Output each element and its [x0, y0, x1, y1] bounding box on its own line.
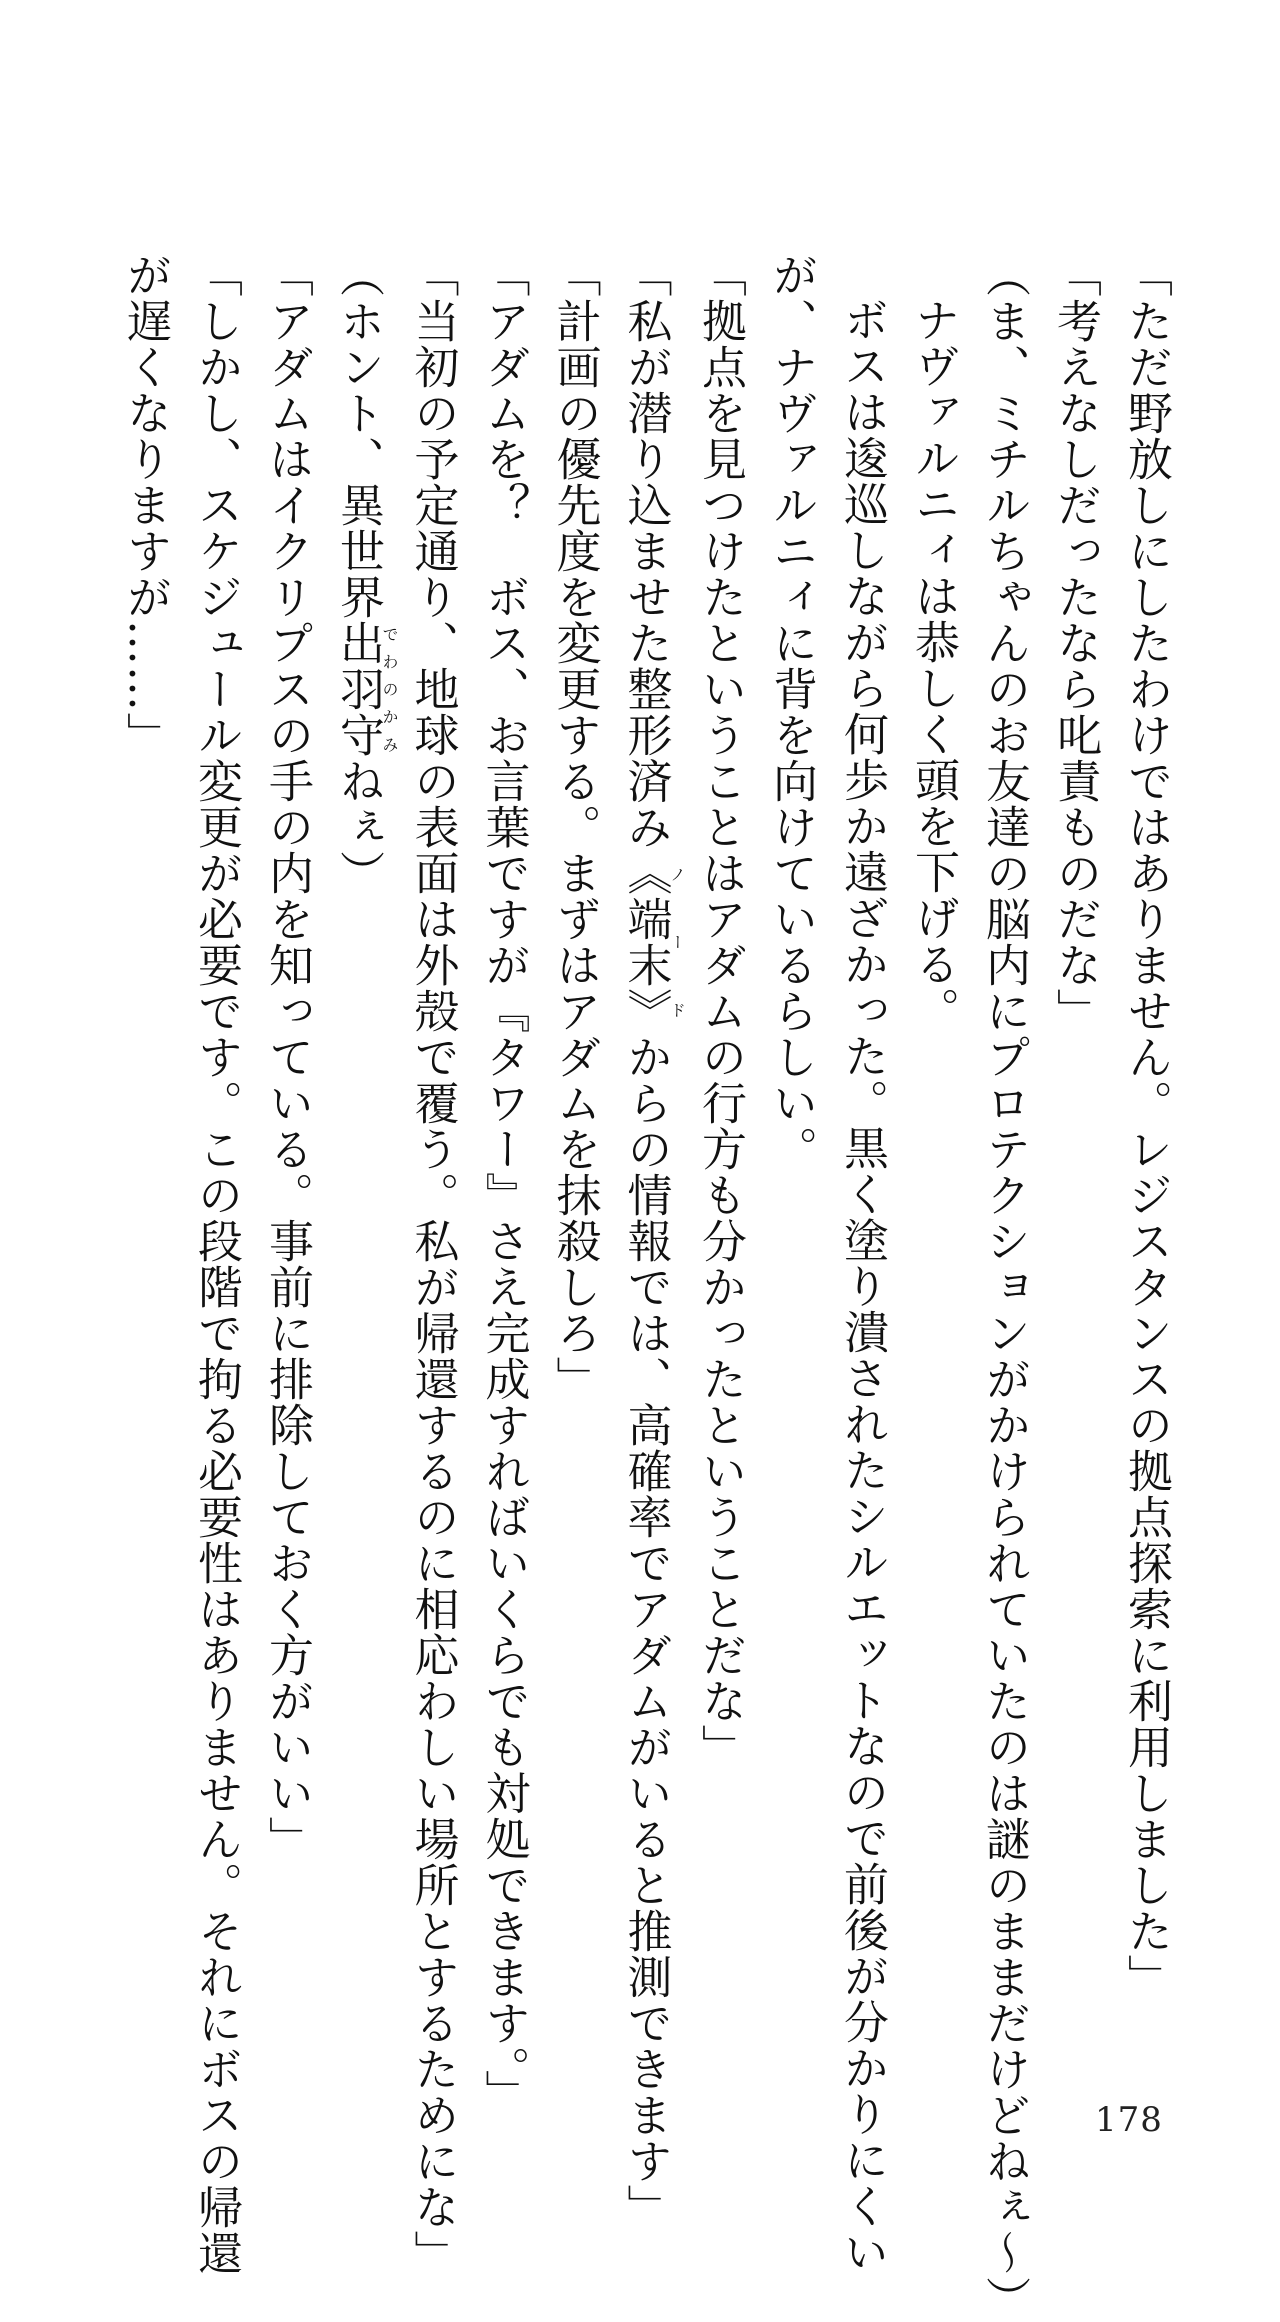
text-line-6: が、ナヴァルニィに背を向けているらしい。 [765, 252, 818, 1172]
text-line-8-part-2: からの情報では、高確率でアダムがいると推測できます」 [619, 1034, 673, 2230]
ruby-dewanokami [332, 620, 399, 758]
text-line-8-part-1: 「私が潜り込ませた整形済み [619, 252, 673, 850]
text-line-7: 「拠点を見つけたということはアダムの行方も分かったということだな」 [694, 252, 747, 1770]
text-line-15: が遅くなりますが……」 [119, 252, 172, 758]
text-line-1: 「ただ野放しにしたわけではありません。レジスタンスの拠点探索に利用しました」 [1120, 252, 1173, 2000]
text-line-4: ナヴァルニィは恭しく頭を下げる。 [907, 297, 960, 1033]
text-line-12 [323, 252, 398, 2052]
text-line-12-part-1: （ホント、異世界 [332, 252, 385, 620]
text-line-2: 「考えなしだったなら叱責ものだな」 [1049, 252, 1102, 1034]
text-line-11: 「当初の予定通り、地球の表面は外殻で覆う。私が帰還するのに相応わしい場所とするためにな」 [406, 252, 460, 2276]
text-line-13: 「アダムはイクリプスの手の内を知っている。事前に排除しておく方がいい」 [261, 252, 314, 1862]
text-line-5: ボスは逡巡しながら何歩か遠ざかった。黒く塗り潰されたシルエットなので前後が分かりにくい [836, 297, 889, 2275]
ruby-dewanokami-base: 出羽守 [332, 620, 385, 758]
ruby-dewanokami-reading: でわのかみ [380, 620, 399, 758]
page-number: 178 [1095, 2100, 1163, 2140]
text-line-8 [611, 252, 687, 2230]
text-line-12-part-2: ねぇ） [332, 758, 385, 896]
ruby-terminal-base: 《端末》 [619, 850, 673, 1034]
text-line-10: 「アダムを？ ボス、お言葉ですが『タワー』さえ完成すればいくらでも対処できます。」 [477, 252, 531, 2116]
text-line-3: （ま、ミチルちゃんのお友達の脳内にプロテクションがかけられていたのは謎のままだけどねぇ～） [978, 252, 1031, 2322]
text-line-14: 「しかし、スケジュール変更が必要です。この段階で拘る必要性はありません。それにボスの帰還 [190, 252, 243, 2276]
ruby-terminal-reading: ノード [667, 850, 687, 1034]
text-line-9: 「計画の優先度を変更する。まずはアダムを抹殺しろ」 [548, 252, 602, 1402]
ruby-terminal [619, 850, 687, 1034]
